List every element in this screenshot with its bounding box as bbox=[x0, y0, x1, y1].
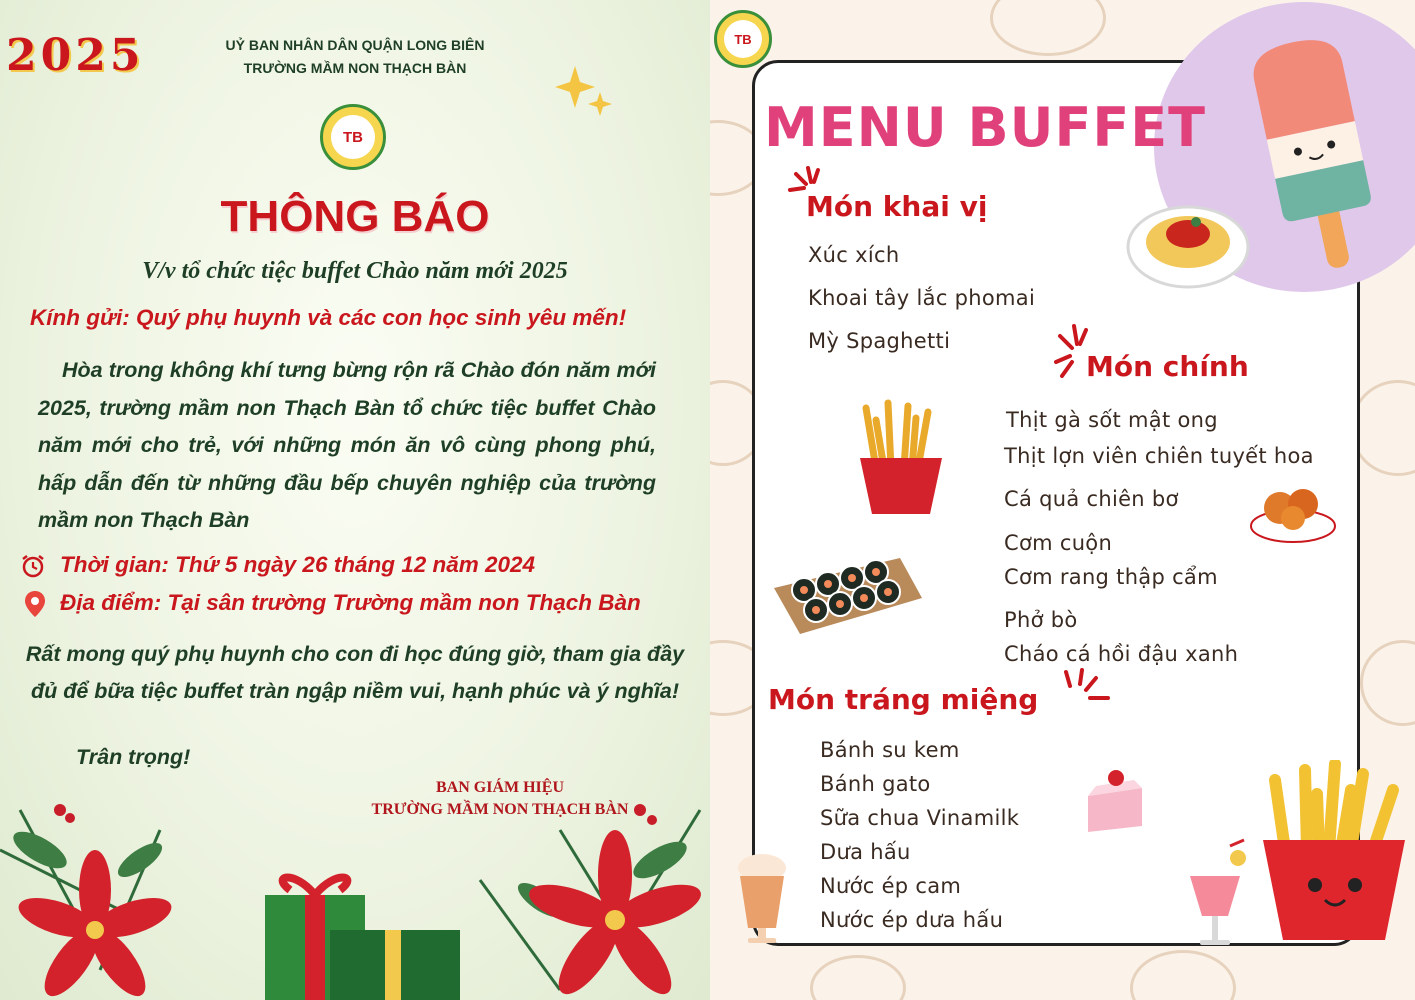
sushi-illustration bbox=[770, 538, 925, 638]
notice-body: Hòa trong không khí tưng bừng rộn rã Chào đón năm mới 2025, trường mầm non Thạch Bàn tổ chức tiệc buffet Chào năm mới cho trẻ, với những món ăn vô cùng phong phú, hấp dẫn đến từ những đầu bếp chuyên nghiệp của trường mầm non Thạch Bàn bbox=[38, 358, 656, 532]
fries-illustration bbox=[846, 398, 956, 518]
spaghetti-illustration bbox=[1126, 192, 1251, 292]
dessert-item: Nước ép dưa hấu bbox=[820, 908, 1004, 932]
appetizer-item: Mỳ Spaghetti bbox=[808, 329, 951, 353]
dessert-item: Bánh su kem bbox=[820, 738, 960, 762]
year-label: 2025 bbox=[6, 30, 145, 81]
notice-title: THÔNG BÁO bbox=[220, 192, 490, 241]
sparkle-icon bbox=[555, 62, 615, 122]
notice-subject: V/v tổ chức tiệc buffet Chào năm mới 2025 bbox=[142, 258, 568, 284]
menu-school-logo: TB bbox=[714, 10, 772, 68]
main-item: Cháo cá hồi đậu xanh bbox=[1004, 642, 1239, 666]
main-item: Thịt gà sốt mật ong bbox=[1006, 408, 1218, 432]
main-item: Cơm cuộn bbox=[1004, 531, 1113, 555]
event-time: Thời gian: Thứ 5 ngày 26 tháng 12 năm 2024 bbox=[60, 552, 536, 577]
appetizer-heading: Món khai vị bbox=[806, 190, 988, 223]
notice-closing: Rất mong quý phụ huynh cho con đi học đúng giờ, tham gia đầy đủ để bữa tiệc buffet tràn ngập niềm vui, hạnh phúc và ý nghĩa! bbox=[25, 642, 685, 703]
sign-line-2: TRƯỜNG MẦM NON THẠCH BÀN bbox=[371, 801, 629, 818]
location-pin-icon bbox=[24, 590, 46, 618]
cocktail-illustration bbox=[1180, 836, 1250, 951]
main-item: Thịt lợn viên chiên tuyết hoa bbox=[1004, 444, 1314, 468]
event-place: Địa điểm: Tại sân trường Trường mầm non Thạch Bàn bbox=[60, 590, 641, 615]
christmas-decoration bbox=[0, 790, 710, 1000]
menu-panel bbox=[710, 0, 1415, 1000]
dessert-item: Sữa chua Vinamilk bbox=[820, 806, 1020, 830]
appetizer-item: Xúc xích bbox=[808, 243, 900, 267]
notice-greeting: Kính gửi: Quý phụ huynh và các con học sinh yêu mến! bbox=[30, 305, 627, 330]
dessert-heading: Món tráng miệng bbox=[768, 683, 1039, 716]
sign-line-1: BAN GIÁM HIỆU bbox=[435, 779, 564, 796]
main-item: Phở bò bbox=[1004, 608, 1078, 632]
fries-character-illustration bbox=[1255, 760, 1415, 945]
cake-illustration bbox=[1082, 766, 1148, 838]
splash-icon bbox=[1056, 668, 1112, 718]
school-logo: TB bbox=[320, 104, 386, 170]
org-line-2: TRƯỜNG MẦM NON THẠCH BÀN bbox=[243, 60, 467, 76]
dessert-item: Dưa hấu bbox=[820, 840, 911, 864]
alarm-clock-icon bbox=[20, 553, 46, 579]
main-item: Cá quả chiên bơ bbox=[1004, 487, 1179, 511]
appetizer-item: Khoai tây lắc phomai bbox=[808, 286, 1036, 310]
main-heading: Món chính bbox=[1086, 350, 1249, 383]
notice-regards: Trân trọng! bbox=[76, 745, 191, 769]
dessert-item: Bánh gato bbox=[820, 772, 931, 796]
fried-chicken-illustration bbox=[1248, 476, 1338, 546]
menu-title: MENU BUFFET bbox=[764, 96, 1206, 159]
org-line-1: UỶ BAN NHÂN DÂN QUẬN LONG BIÊN bbox=[225, 37, 485, 53]
dessert-item: Nước ép cam bbox=[820, 874, 962, 898]
milkshake-illustration bbox=[732, 848, 792, 948]
popsicle-illustration bbox=[1240, 30, 1390, 280]
main-item: Cơm rang thập cẩm bbox=[1004, 565, 1218, 589]
